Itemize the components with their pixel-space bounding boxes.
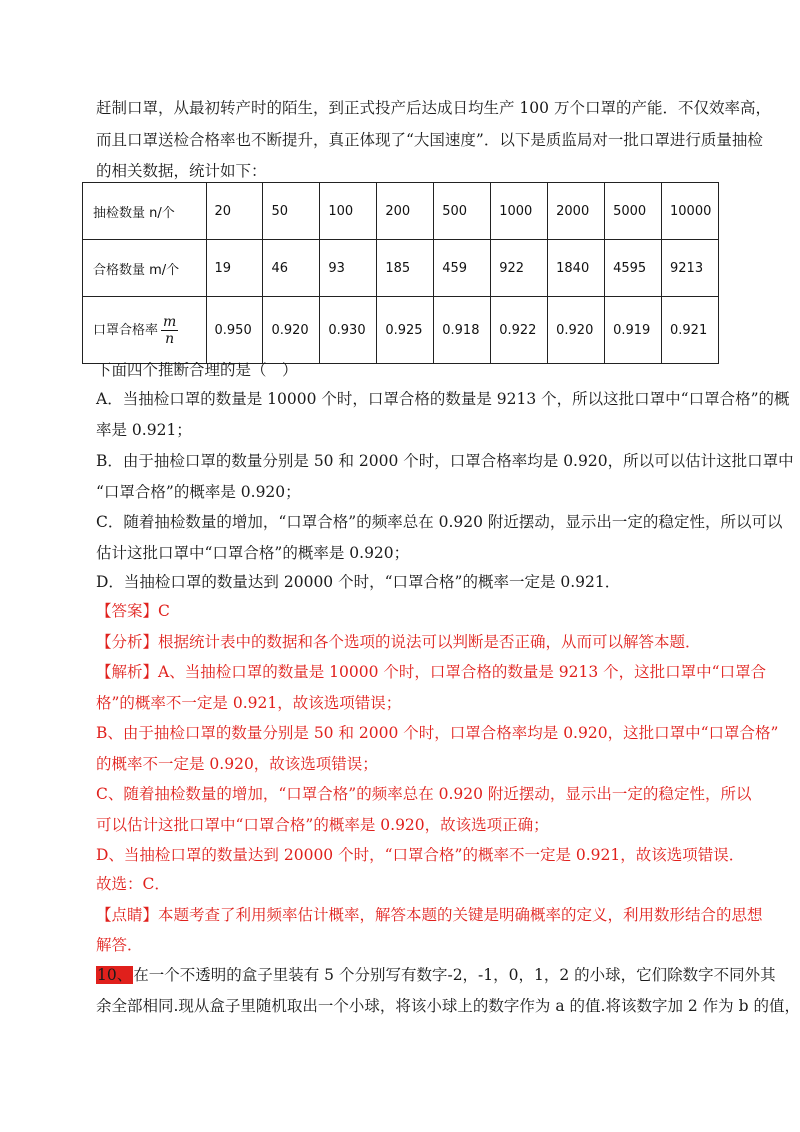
solution-line-7: D、当抽检口罩的数量达到 20000 个时，“口罩合格”的概率不一定是 0.921，故该选项错误． [96,846,745,864]
table-cell: 20 [206,183,263,240]
option-b-line-1: B．由于抽检口罩的数量分别是 50 和 2000 个时，口罩合格率均是 0.920，所以可以估计这批口罩中 [96,452,794,470]
next-question-text-1: 在一个不透明的盒子里装有 5 个分别写有数字-2，-1，0，1，2 的小球，它们除数字不同外其 [133,966,776,984]
table-cell: 0.918 [434,297,491,364]
option-c-line-1: C．随着抽检数量的增加，“口罩合格”的频率总在 0.920 附近摆动，显示出一定的稳定性，所以可以 [96,513,783,531]
option-c-line-2: 估计这批口罩中“口罩合格”的概率是 0.920； [96,544,410,562]
table-row-sample [83,183,719,240]
comment-line-1: 【点睛】本题考查了利用频率估计概率，解答本题的关键是明确概率的定义，利用数形结合的思想 [96,906,763,924]
table-row-qualified [83,240,719,297]
solution-line-3: B、由于抽检口罩的数量分别是 50 和 2000 个时，口罩合格率均是 0.920，这批口罩中“口罩合格” [96,724,779,742]
table-cell: 10000 [662,183,719,240]
table-cell: 19 [206,240,263,297]
intro-line-1: 赶制口罩，从最初转产时的陌生，到正式投产后达成日均生产 100 万个口罩的产能．不仅效率高， [96,99,771,117]
table-cell: 2000 [548,183,605,240]
table-row-rate [83,297,719,364]
comment-line-2: 解答． [96,936,143,954]
table-cell: 0.930 [320,297,377,364]
next-question-line-2: 余全部相同.现从盒子里随机取出一个小球，将该小球上的数字作为 a 的值.将该数字加 2 作为 b 的值， [96,997,800,1015]
fraction-numerator: m [163,313,177,330]
table-cell: 0.922 [491,297,548,364]
solution-line-6: 可以估计这批口罩中“口罩合格”的概率是 0.920，故该选项正确； [96,816,549,834]
table-cell: 0.920 [548,297,605,364]
solution-line-1: 【解析】A、当抽检口罩的数量是 10000 个时，口罩合格的数量是 9213 个，这批口罩中“口罩合 [96,663,767,681]
analysis-line: 【分析】根据统计表中的数据和各个选项的说法可以判断是否正确，从而可以解答本题． [96,633,701,651]
answer-line: 【答案】C [96,602,170,620]
option-a-line-2: 率是 0.921； [96,421,192,439]
table-cell: 185 [377,240,434,297]
table-cell: 46 [263,240,320,297]
table-cell: 100 [320,183,377,240]
option-a-line-1: A．当抽检口罩的数量是 10000 个时，口罩合格的数量是 9213 个，所以这批口罩中“口罩合格”的概 [96,390,790,408]
table-cell: 4595 [605,240,662,297]
table-cell: 50 [263,183,320,240]
solution-line-4: 的概率不一定是 0.920，故该选项错误； [96,755,378,773]
table-cell: 0.919 [605,297,662,364]
table-cell: 93 [320,240,377,297]
table-cell: 9213 [662,240,719,297]
row-label-sample: 抽检数量 n/个 [83,183,207,240]
table-cell: 1840 [548,240,605,297]
intro-line-2: 而且口罩送检合格率也不断提升，真正体现了“大国速度”．以下是质监局对一批口罩进行质量抽检 [96,131,763,149]
fraction-denominator: n [165,330,175,347]
row-label-qualified: 合格数量 m/个 [83,240,207,297]
rate-label-text: 口罩合格率 [93,322,159,338]
table-cell: 0.921 [662,297,719,364]
table-cell: 1000 [491,183,548,240]
choice-line: 故选：C． [96,875,170,893]
intro-line-3: 的相关数据，统计如下： [96,162,267,180]
next-question-line-1 [96,965,776,985]
solution-line-2: 格”的概率不一定是 0.921，故该选项错误； [96,694,402,712]
fraction-m-over-n [161,314,178,347]
table-cell: 0.950 [206,297,263,364]
solution-line-5: C、随着抽检数量的增加，“口罩合格”的频率总在 0.920 附近摆动，显示出一定的稳定性，所以 [96,785,752,803]
table-cell: 500 [434,183,491,240]
table-cell: 922 [491,240,548,297]
table-cell: 200 [377,183,434,240]
option-d-line-1: D．当抽检口罩的数量达到 20000 个时，“口罩合格”的概率一定是 0.921． [96,573,621,591]
question-stem: 下面四个推断合理的是（ ） [96,361,298,379]
option-b-line-2: “口罩合格”的概率是 0.920； [96,483,301,501]
question-number: 10、 [97,966,133,984]
table-cell: 0.925 [377,297,434,364]
row-label-rate [83,297,207,364]
table-cell: 0.920 [263,297,320,364]
data-table [82,182,719,364]
table-cell: 459 [434,240,491,297]
table-cell: 5000 [605,183,662,240]
